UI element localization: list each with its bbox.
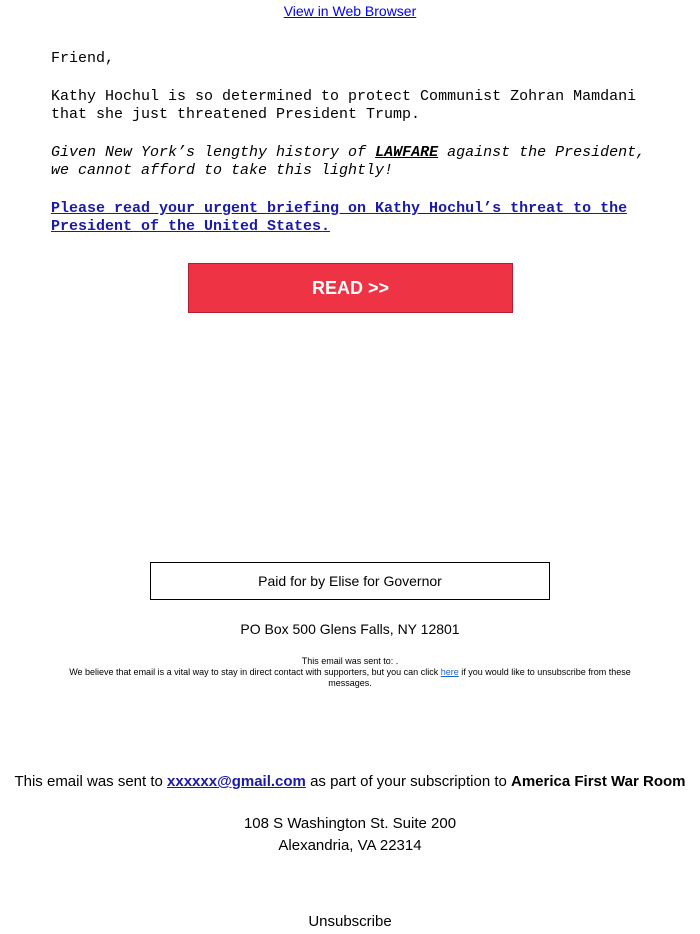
footer-address-line1: 108 S Washington St. Suite 200 (243, 815, 457, 832)
greeting: Friend, (51, 50, 115, 67)
sent-to-line: This email was sent to: . (301, 656, 399, 666)
list-name: America First War Room (511, 773, 686, 790)
note-before: We believe that email is a vital way to stay in direct contact with supporters, but you can click (69, 667, 441, 677)
briefing-paragraph (51, 200, 651, 236)
web-view-bar (0, 3, 700, 19)
subscription-line (0, 773, 700, 790)
intro-paragraph: Kathy Hochul is so determined to protect Communist Zohran Mamdani that she just threatened President Trump. (51, 88, 637, 123)
read-button[interactable]: READ >> (188, 263, 513, 313)
sent-prefix: This email was sent to (14, 773, 168, 790)
lawfare-text-before: Given New York’s lengthy history of (51, 144, 376, 161)
briefing-link[interactable]: Please read your urgent briefing on Kathy Hochul’s threat to the President of the United States. (51, 200, 628, 235)
unsubscribe-note (50, 667, 650, 689)
paid-for-box: Paid for by Elise for Governor (150, 562, 550, 600)
lawfare-text-after: against the President, we cannot afford to take this lightly! (51, 144, 646, 179)
here-unsubscribe-link[interactable]: here (440, 667, 459, 677)
sent-middle: as part of your subscription to (305, 773, 512, 790)
view-in-browser-link[interactable]: View in Web Browser (283, 3, 417, 19)
fine-print (50, 656, 650, 689)
footer-address-line2: Alexandria, VA 22314 (278, 837, 422, 854)
po-box-address: PO Box 500 Glens Falls, NY 12801 (240, 621, 460, 637)
lawfare-emphasis: LAWFARE (375, 144, 439, 161)
recipient-email-link[interactable]: xxxxxx@gmail.com (167, 773, 306, 790)
lawfare-paragraph (51, 144, 651, 180)
unsubscribe-link[interactable]: Unsubscribe (308, 913, 392, 930)
note-after: if you would like to unsubscribe from these messages. (328, 667, 631, 688)
